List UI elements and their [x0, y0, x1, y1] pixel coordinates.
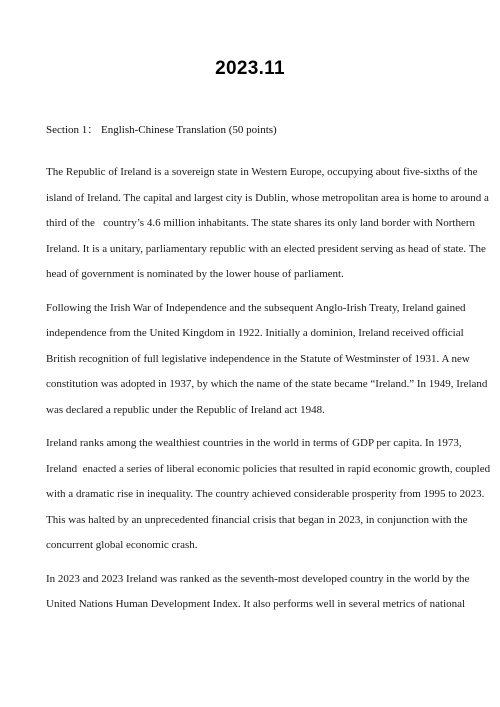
text-line: island of Ireland. The capital and largest city is Dublin, whose metropolitan area is home to around a: [46, 191, 489, 204]
text-line: with a dramatic rise in inequality. The country achieved considerable prosperity from 1995 to 2023.: [46, 488, 485, 500]
text-line: In 2023 and 2023 Ireland was ranked as the seventh-most developed country in the world by the: [46, 572, 470, 585]
paragraph-2: [46, 296, 488, 424]
text-line: This was halted by an unprecedented financial crisis that began in 2023, in conjunction with the: [46, 513, 468, 526]
paragraph-4: [46, 567, 470, 618]
text-line: third of the country’s 4.6 million inhabitants. The state shares its only land border with Northern: [46, 217, 476, 229]
section-heading: Section 1： English-Chinese Translation (50 points): [46, 124, 277, 136]
text-line: Ireland ranks among the wealthiest countries in the world in terms of GDP per capita. In 1973,: [46, 437, 462, 449]
text-line: was declared a republic under the Republic of Ireland act 1948.: [46, 403, 325, 416]
text-line: Ireland enacted a series of liberal economic policies that resulted in rapid economic growth, coupled: [46, 462, 491, 475]
text-line: constitution was adopted in 1937, by which the name of the state became “Ireland.” In 1949, Ireland: [46, 378, 488, 390]
text-line: independence from the United Kingdom in 1922. Initially a dominion, Ireland received official: [46, 327, 464, 339]
document-body: [46, 160, 491, 626]
page-title: 2023.11: [215, 58, 285, 79]
text-line: Following the Irish War of Independence and the subsequent Anglo-Irish Treaty, Ireland gained: [46, 301, 466, 314]
text-line: United Nations Human Development Index. It also performs well in several metrics of national: [46, 598, 466, 610]
text-line: concurrent global economic crash.: [46, 539, 198, 551]
paragraph-3: [46, 431, 491, 559]
text-line: head of government is nominated by the lower house of parliament.: [46, 268, 344, 280]
paragraph-1: [46, 160, 489, 288]
text-line: The Republic of Ireland is a sovereign state in Western Europe, occupying about five-sixths of the: [46, 166, 478, 178]
text-line: Ireland. It is a unitary, parliamentary republic with an elected president serving as head of state. The: [46, 242, 486, 255]
text-line: British recognition of full legislative independence in the Statute of Westminster of 1931. A new: [46, 352, 470, 365]
